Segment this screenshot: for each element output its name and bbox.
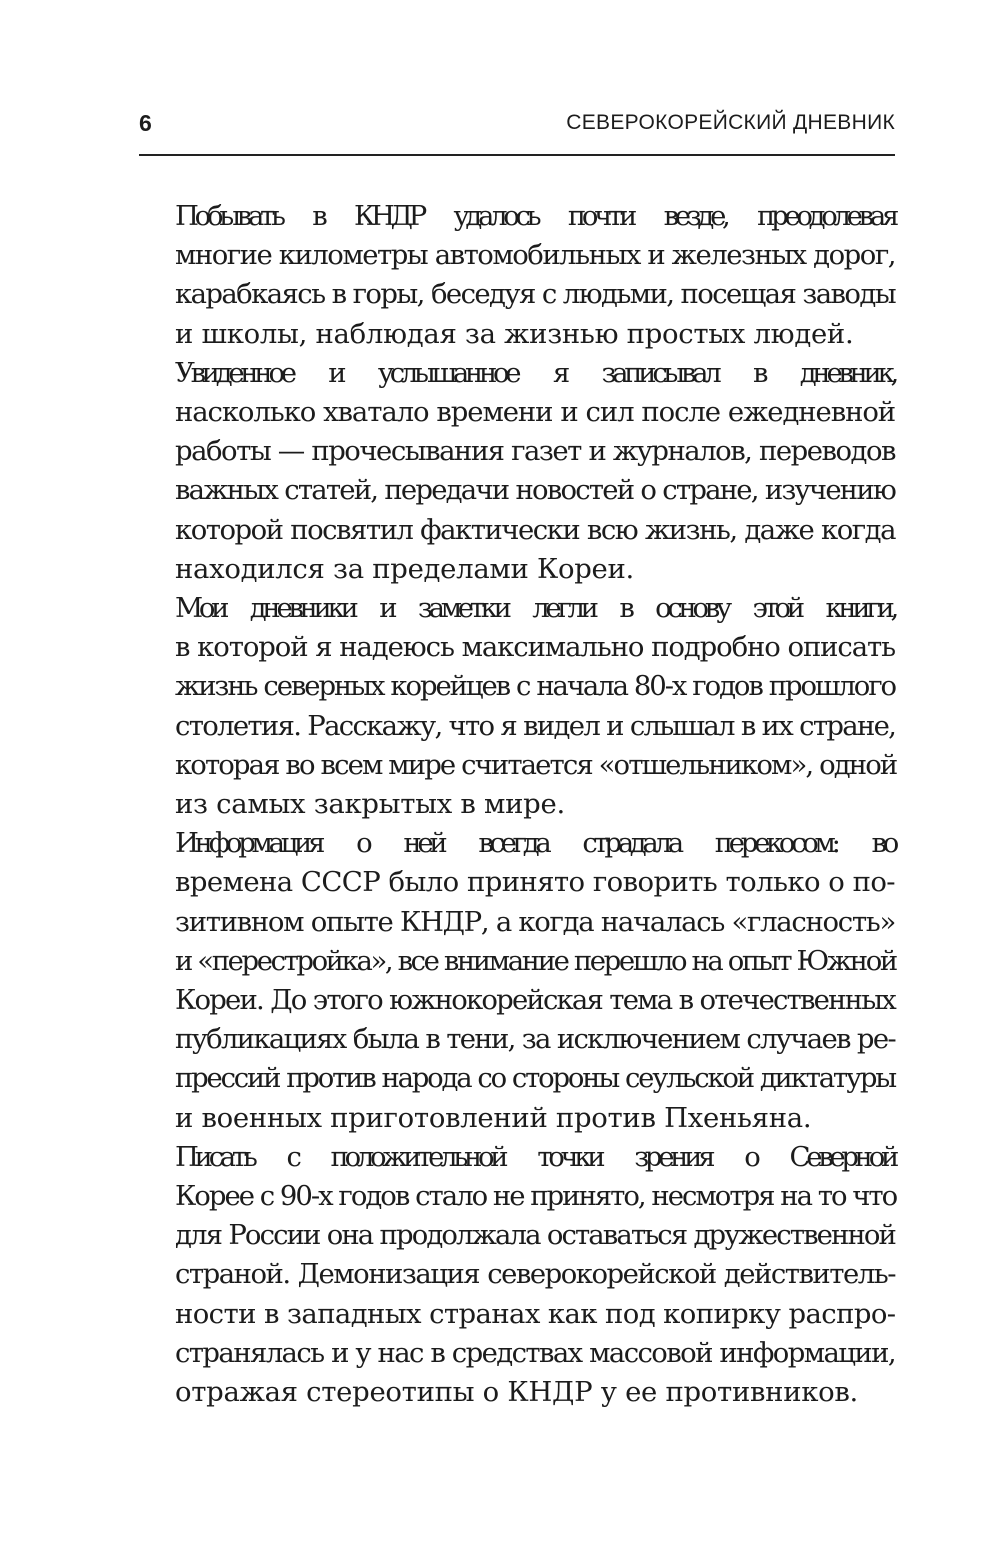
body-text [139,197,895,1412]
text-line: важных статей, передачи новостей о стране, изучению [175,474,895,507]
text-line: Писать с положительной точки зрения о Северной [175,1140,895,1173]
paragraph-3 [139,589,895,824]
text-line: в которой я надеюсь максимально подробно описать [175,631,895,664]
text-line: отражая стереотипы о КНДР у ее противников. [175,1376,858,1409]
page-number: 6 [139,110,152,136]
text-line: для России она продолжала оставаться дружественной [175,1219,895,1252]
text-line: времена СССР было принято говорить только о по- [175,866,895,899]
text-line: карабкаясь в горы, беседуя с людьми, посещая заводы [175,278,895,311]
text-line: Побывать в КНДР удалось почти везде, преодолевая [175,200,895,232]
text-line: и школы, наблюдая за жизнью простых людей. [175,317,854,350]
text-line: страной. Демонизация северокорейской действитель- [175,1258,895,1291]
text-line: которой посвятил фактически всю жизнь, даже когда [175,513,895,546]
text-line: Информация о ней всегда страдала перекосом: во [175,827,895,860]
text-line: которая во всем мире считается «отшельником», одной [175,748,897,781]
text-line: публикациях была в тени, за исключением случаев ре- [175,1023,895,1056]
text-line: столетия. Расскажу, что я видел и слышал в их стране, [175,709,896,742]
text-line: зитивном опыте КНДР, а когда началась «гласность» [175,905,895,938]
paragraph-4 [139,824,895,1138]
book-title: СЕВЕРОКОРЕЙСКИЙ ДНЕВНИК [566,111,895,134]
text-line: работы — прочесывания газет и журналов, переводов [175,435,895,468]
text-line: жизнь северных корейцев с начала 80-х годов прошлого [175,670,895,703]
paragraph-1 [139,197,895,354]
paragraph-5 [139,1138,895,1412]
header-divider [139,154,895,156]
text-line: странялась и у нас в средствах массовой информации, [175,1336,895,1369]
text-line: и «перестройка», все внимание перешло на опыт Южной [175,944,896,977]
text-line: и военных приготовлений против Пхеньяна. [175,1101,812,1134]
paragraph-2 [139,354,895,589]
text-line: многие километры автомобильных и железных дорог, [175,239,895,272]
text-line: Корее с 90-х годов стало не принято, несмотря на то что [175,1180,897,1213]
text-line: Увиденное и услышанное я записывал в дневник, [175,356,895,389]
text-line: из самых закрытых в мире. [175,788,565,821]
text-line: насколько хватало времени и сил после ежедневной [175,396,895,429]
text-line: Кореи. До этого южнокорейская тема в отечественных [175,984,895,1017]
text-line: прессий против народа со стороны сеульской диктатуры [175,1062,895,1095]
text-line: ности в западных странах как под копирку распро- [175,1297,896,1330]
running-header [139,108,895,138]
text-line: Мои дневники и заметки легли в основу этой книги, [175,592,895,625]
text-line: находился за пределами Кореи. [175,552,634,585]
